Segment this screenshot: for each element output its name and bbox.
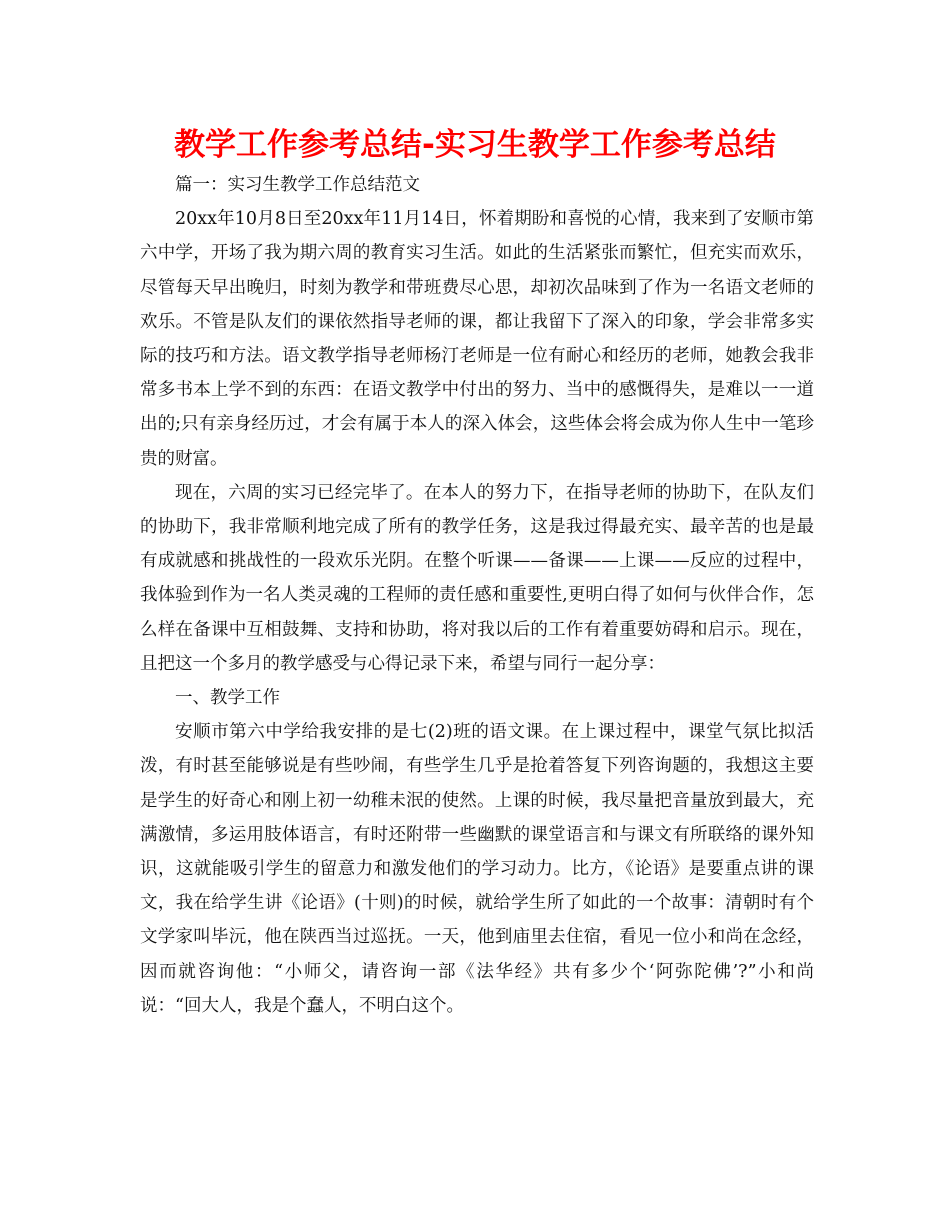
paragraph-2: 现在，六周的实习已经完毕了。在本人的努力下，在指导老师的协助下，在队友们的协助下，我非常顺利地完成了所有的教学任务，这是我过得最充实、最辛苦的也是最有成就感和挑战性的一段欢乐光阴。在整个听课——备课——上课——反应的过程中，我体验到作为一名人类灵魂的工程师的责任感和重要性,更明白得了如何与伙伴合作，怎么样在备课中互相鼓舞、支持和协助，将对我以后的工作有着重要妨碍和启示。现在，且把这一个多月的教学感受与心得记录下来，希望与同行一起分享： <box>140 482 814 674</box>
paragraph-3: 安顺市第六中学给我安排的是七(2)班的语文课。在上课过程中，课堂气氛比拟活泼，有时甚至能够说是有些吵闹，有些学生几乎是抢着答复下列咨询题的，我想这主要是学生的好奇心和刚上初一幼稚未泯的使然。上课的时候，我尽量把音量放到最大，充满激情，多运用肢体语言，有时还附带一些幽默的课堂语言和与课文有所联络的课外知识，这就能吸引学生的留意力和激发他们的学习动力。比方，《论语》是要重点讲的课文，我在给学生讲《论语》(十则)的时候，就给学生所了如此的一个故事：清朝时有个文学家叫毕沅，他在陕西当过巡抚。一天，他到庙里去住宿，看见一位小和尚在念经，因而就咨询他：“小师父，请咨询一部《法华经》共有多少个‘阿弥陀佛’?”小和尚说：“回大人，我是个蠢人，不明白这个。 <box>140 722 814 1016</box>
paragraph-1: 20xx年10月8日至20xx年11月14日，怀着期盼和喜悦的心情，我来到了安顺市第六中学，开场了我为期六周的教育实习生活。如此的生活紧张而繁忙，但充实而欢乐，尽管每天早出晚归，时刻为教学和带班费尽心思，却初次品味到了作为一名语文老师的欢乐。不管是队友们的课依然指导老师的课，都让我留下了深入的印象，学会非常多实际的技巧和方法。语文教学指导老师杨汀老师是一位有耐心和经历的老师，她教会我非常多书本上学不到的东西：在语文教学中付出的努力、当中的感慨得失，是难以一一道出的;只有亲身经历过，才会有属于本人的深入体会，这些体会将会成为你人生中一笔珍贵的财富。 <box>140 209 814 469</box>
document-body <box>140 168 814 1023</box>
section-label: 篇一：实习生教学工作总结范文 <box>175 175 420 195</box>
heading-teaching-work: 一、教学工作 <box>175 688 280 709</box>
document-title: 教学工作参考总结-实习生教学工作参考总结 <box>174 127 776 163</box>
